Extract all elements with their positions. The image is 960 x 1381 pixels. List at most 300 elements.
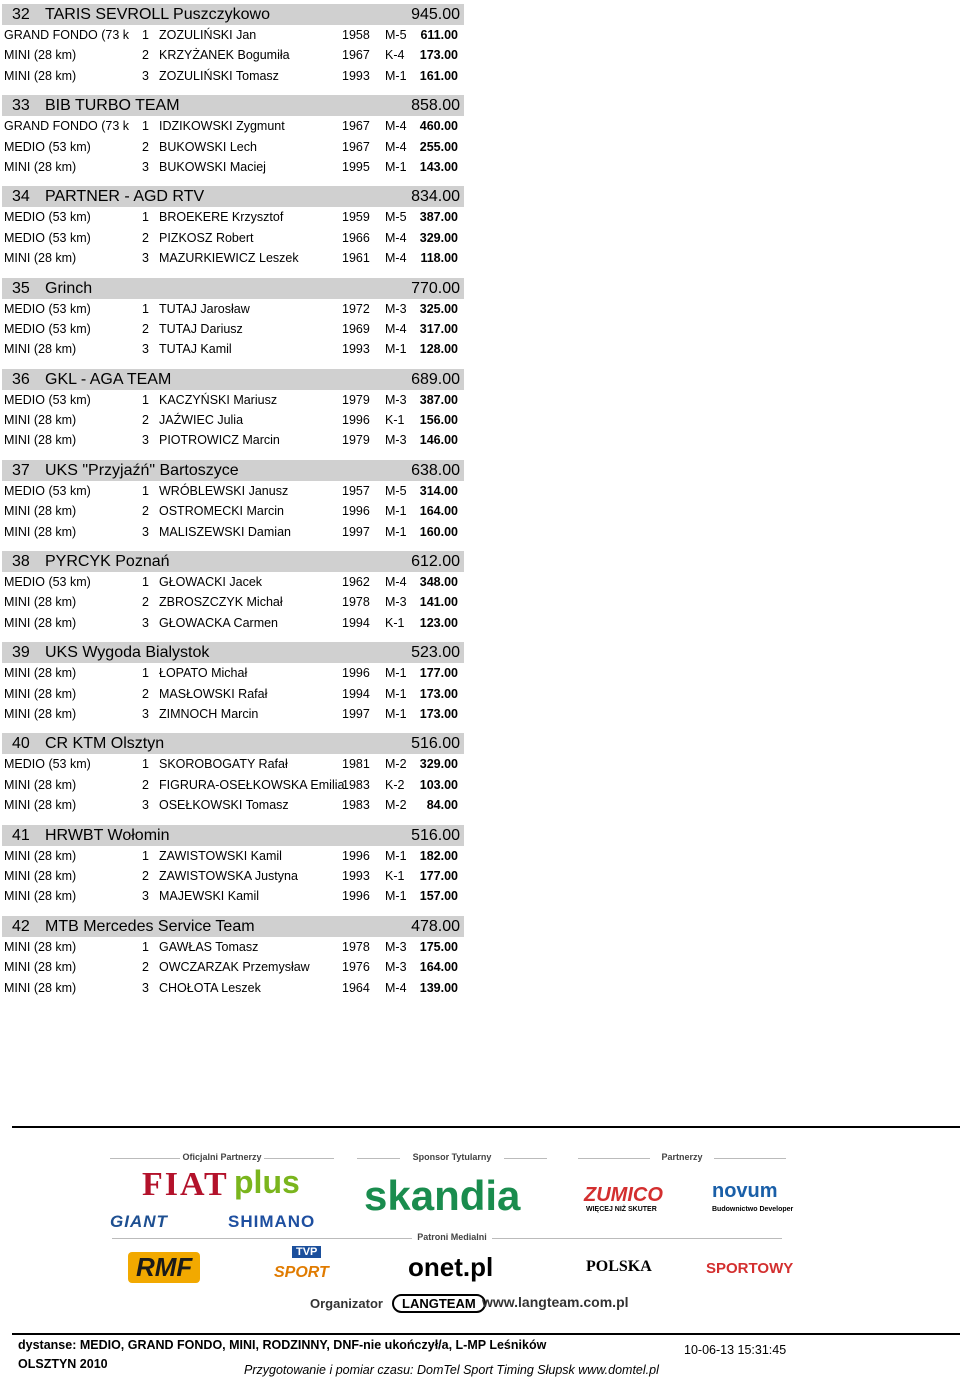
member-row [2, 957, 464, 977]
giant-logo: GIANT [110, 1212, 168, 1231]
member-position: 3 [142, 706, 149, 721]
member-points: 175.00 [419, 939, 458, 954]
member-position: 3 [142, 68, 149, 83]
member-row [2, 978, 464, 998]
team-header [2, 186, 464, 207]
member-points: 146.00 [419, 433, 458, 448]
team-block [2, 460, 464, 542]
member-points: 611.00 [420, 28, 458, 42]
member-name: ZAWISTOWSKI Kamil [159, 848, 282, 863]
member-distance: MEDIO (53 km) [4, 757, 91, 772]
member-points: 317.00 [419, 321, 458, 336]
plus-logo: plus [234, 1164, 300, 1200]
member-birth-year: 1964 [342, 980, 370, 995]
divider [504, 1158, 547, 1159]
member-points: 460.00 [419, 119, 458, 134]
member-points: 387.00 [419, 392, 458, 407]
member-distance: MINI (28 km) [4, 48, 77, 63]
member-row [2, 937, 464, 957]
member-distance: MINI (28 km) [4, 686, 77, 701]
member-distance: MINI (28 km) [4, 68, 77, 83]
member-distance: MINI (28 km) [4, 615, 77, 630]
member-birth-year: 1978 [342, 595, 370, 610]
member-category: M-5 [385, 28, 407, 42]
member-row [2, 866, 464, 886]
member-position: 3 [142, 798, 149, 813]
team-header [2, 551, 464, 572]
member-birth-year: 1997 [342, 706, 370, 721]
member-row [2, 704, 464, 724]
member-distance: MINI (28 km) [4, 777, 77, 792]
member-row [2, 25, 464, 45]
member-distance: MEDIO (53 km) [4, 483, 91, 498]
team-header [2, 916, 464, 937]
member-birth-year: 1981 [342, 757, 370, 772]
langteam-url: www.langteam.com.pl [482, 1294, 629, 1310]
member-distance: MINI (28 km) [4, 342, 77, 357]
team-block [2, 551, 464, 633]
member-position: 2 [142, 139, 149, 154]
team-points: 689.00 [411, 370, 460, 388]
member-points: 182.00 [419, 848, 458, 863]
fiat-logo: FIAT [142, 1166, 229, 1203]
member-category: K-4 [385, 48, 405, 63]
member-distance: MINI (28 km) [4, 868, 77, 883]
event-name: OLSZTYN 2010 [18, 1357, 108, 1371]
member-name: GŁOWACKI Jacek [159, 575, 263, 590]
team-name: PARTNER - AGD RTV [45, 188, 205, 206]
member-position: 3 [142, 342, 149, 357]
member-row [2, 754, 464, 774]
member-name: TUTAJ Dariusz [159, 321, 243, 336]
team-name: Grinch [45, 279, 93, 297]
member-name: KACZYŃSKI Mariusz [159, 392, 278, 407]
member-name: PIZKOSZ Robert [159, 230, 254, 245]
member-name: WRÓBLEWSKI Janusz [159, 483, 289, 498]
onet-logo: onet.pl [408, 1252, 494, 1282]
member-birth-year: 1969 [342, 321, 370, 336]
tvp-sport-logo: SPORT [274, 1264, 329, 1281]
member-category: M-4 [385, 980, 407, 995]
team-block [2, 733, 464, 815]
team-header [2, 369, 464, 390]
member-distance: MEDIO (53 km) [4, 230, 91, 245]
member-points: 160.00 [419, 524, 458, 539]
member-category: M-4 [385, 119, 407, 134]
member-distance: MEDIO (53 km) [4, 139, 91, 154]
team-rank: 33 [12, 97, 30, 115]
member-position: 2 [142, 686, 149, 701]
member-distance: MEDIO (53 km) [4, 210, 91, 225]
team-rank: 36 [12, 370, 30, 388]
member-points: 128.00 [419, 342, 458, 357]
member-row [2, 207, 464, 227]
member-name: PIOTROWICZ Marcin [159, 433, 280, 448]
member-category: M-2 [385, 757, 407, 772]
distance-legend: dystanse: MEDIO, GRAND FONDO, MINI, RODZINNY, DNF-nie ukończył/a, L-MP Leśników [18, 1338, 547, 1352]
member-name: TUTAJ Jarosław [159, 301, 250, 316]
member-row [2, 795, 464, 815]
member-position: 2 [142, 48, 149, 63]
member-points: 329.00 [419, 757, 458, 772]
partners-label: Partnerzy [661, 1152, 703, 1162]
member-name: GŁOWACKA Carmen [159, 615, 279, 630]
member-distance: MINI (28 km) [4, 251, 77, 266]
divider [264, 1158, 334, 1159]
team-name: TARIS SEVROLL Puszczykowo [45, 6, 270, 23]
member-category: M-3 [385, 939, 407, 954]
team-rank: 34 [12, 188, 30, 206]
member-category: M-3 [385, 595, 407, 610]
member-category: M-4 [385, 230, 407, 245]
member-birth-year: 1961 [342, 251, 370, 266]
team-points: 945.00 [411, 6, 460, 23]
team-name: UKS Wygoda Bialystok [45, 644, 210, 662]
member-birth-year: 1994 [342, 615, 370, 630]
member-distance: MINI (28 km) [4, 980, 77, 995]
member-points: 173.00 [419, 48, 458, 63]
member-row [2, 430, 464, 450]
member-name: ZIMNOCH Marcin [159, 706, 259, 721]
member-position: 1 [142, 28, 149, 42]
skandia-logo: skandia [364, 1172, 521, 1219]
member-row [2, 410, 464, 430]
member-birth-year: 1979 [342, 392, 370, 407]
member-distance: MINI (28 km) [4, 524, 77, 539]
member-category: M-3 [385, 301, 407, 316]
team-block [2, 916, 464, 998]
member-position: 1 [142, 392, 149, 407]
member-distance: GRAND FONDO (73 k [4, 28, 130, 42]
member-name: MAZURKIEWICZ Leszek [159, 251, 299, 266]
team-block [2, 4, 464, 86]
member-birth-year: 1983 [342, 798, 370, 813]
team-rank: 41 [12, 826, 30, 844]
member-name: ŁOPATO Michał [159, 666, 248, 681]
member-position: 3 [142, 615, 149, 630]
member-position: 1 [142, 666, 149, 681]
member-position: 3 [142, 889, 149, 904]
member-points: 139.00 [419, 980, 458, 995]
member-birth-year: 1962 [342, 575, 370, 590]
team-rank: 42 [12, 917, 30, 935]
member-category: M-5 [385, 210, 407, 225]
member-distance: MINI (28 km) [4, 413, 77, 428]
member-row [2, 684, 464, 704]
member-name: ZOZULIŃSKI Jan [159, 28, 257, 42]
member-birth-year: 1993 [342, 868, 370, 883]
member-birth-year: 1979 [342, 433, 370, 448]
team-name: PYRCYK Poznań [45, 553, 170, 571]
member-category: K-2 [385, 777, 405, 792]
member-name: TUTAJ Kamil [159, 342, 232, 357]
member-position: 1 [142, 119, 149, 134]
team-block [2, 186, 464, 268]
rmf-logo: RMF [128, 1252, 200, 1283]
team-block [2, 95, 464, 177]
przeglad-sportowy-logo: SPORTOWY [706, 1260, 794, 1277]
divider [12, 1126, 960, 1128]
team-header [2, 95, 464, 116]
member-name: CHOŁOTA Leszek [159, 980, 261, 995]
member-name: IDZIKOWSKI Zygmunt [159, 119, 285, 134]
member-position: 2 [142, 230, 149, 245]
member-category: M-3 [385, 392, 407, 407]
member-category: M-1 [385, 504, 407, 519]
member-points: 156.00 [419, 413, 458, 428]
team-points: 478.00 [411, 917, 460, 935]
member-name: KRZYŻANEK Bogumiła [159, 48, 290, 63]
member-name: ZOZULIŃSKI Tomasz [159, 68, 279, 83]
member-birth-year: 1966 [342, 230, 370, 245]
member-distance: MINI (28 km) [4, 433, 77, 448]
member-points: 387.00 [419, 210, 458, 225]
team-header [2, 4, 464, 25]
member-position: 3 [142, 433, 149, 448]
team-points: 770.00 [411, 279, 460, 297]
member-points: 325.00 [419, 301, 458, 316]
langteam-logo: LANGTEAM [392, 1294, 486, 1313]
member-row [2, 481, 464, 501]
member-position: 1 [142, 483, 149, 498]
member-birth-year: 1957 [342, 483, 370, 498]
official-partners-label: Oficjalni Partnerzy [182, 1152, 262, 1162]
team-rank: 32 [12, 6, 30, 23]
member-birth-year: 1967 [342, 48, 370, 63]
member-name: OSTROMECKI Marcin [159, 504, 285, 519]
member-points: 173.00 [419, 686, 458, 701]
member-birth-year: 1959 [342, 210, 370, 225]
team-points: 638.00 [411, 461, 460, 479]
member-category: M-4 [385, 575, 407, 590]
title-sponsor-label: Sponsor Tytularny [412, 1152, 492, 1162]
divider [578, 1158, 650, 1159]
team-rank: 39 [12, 644, 30, 662]
member-name: ZAWISTOWSKA Justyna [159, 868, 298, 883]
member-points: 84.00 [426, 798, 458, 813]
member-birth-year: 1996 [342, 889, 370, 904]
member-category: M-1 [385, 706, 407, 721]
member-points: 348.00 [419, 575, 458, 590]
member-position: 1 [142, 757, 149, 772]
member-birth-year: 1958 [342, 28, 370, 42]
member-category: M-1 [385, 848, 407, 863]
member-category: K-1 [385, 868, 405, 883]
team-header [2, 642, 464, 663]
member-row [2, 592, 464, 612]
member-row [2, 663, 464, 683]
team-points: 612.00 [411, 553, 460, 571]
member-position: 3 [142, 251, 149, 266]
member-row [2, 66, 464, 86]
team-points: 523.00 [411, 644, 460, 662]
team-block [2, 642, 464, 724]
timing-credit: Przygotowanie i pomiar czasu: DomTel Sport Timing Słupsk www.domtel.pl [244, 1363, 659, 1377]
member-points: 157.00 [419, 889, 458, 904]
member-distance: MINI (28 km) [4, 504, 77, 519]
team-results-list [2, 4, 464, 1007]
member-distance: MEDIO (53 km) [4, 321, 91, 336]
member-category: M-1 [385, 342, 407, 357]
member-position: 1 [142, 301, 149, 316]
member-row [2, 572, 464, 592]
member-distance: MEDIO (53 km) [4, 392, 91, 407]
member-position: 3 [142, 524, 149, 539]
member-points: 255.00 [419, 139, 458, 154]
member-category: M-3 [385, 433, 407, 448]
member-points: 118.00 [420, 251, 458, 266]
divider [110, 1158, 180, 1159]
member-name: MALISZEWSKI Damian [159, 524, 291, 539]
member-birth-year: 1967 [342, 139, 370, 154]
team-rank: 40 [12, 735, 30, 753]
member-birth-year: 1983 [342, 777, 370, 792]
member-name: JAŹWIEC Julia [159, 413, 244, 428]
divider [714, 1158, 786, 1159]
member-name: OSEŁKOWSKI Tomasz [159, 798, 289, 813]
member-name: OWCZARZAK Przemysław [159, 960, 310, 975]
member-points: 329.00 [419, 230, 458, 245]
print-timestamp: 10-06-13 15:31:45 [684, 1343, 787, 1357]
member-birth-year: 1976 [342, 960, 370, 975]
member-row [2, 501, 464, 521]
member-category: M-1 [385, 159, 407, 174]
member-row [2, 157, 464, 177]
tvp-logo: TVP [292, 1246, 321, 1258]
member-points: 143.00 [419, 159, 458, 174]
shimano-logo: SHIMANO [228, 1212, 316, 1231]
divider [492, 1238, 782, 1239]
member-distance: MINI (28 km) [4, 706, 77, 721]
team-name: CR KTM Olsztyn [45, 735, 165, 753]
member-name: BUKOWSKI Lech [159, 139, 257, 154]
member-position: 2 [142, 868, 149, 883]
team-block [2, 369, 464, 451]
team-name: UKS "Przyjaźń" Bartoszyce [45, 461, 239, 479]
member-category: M-1 [385, 686, 407, 701]
member-position: 2 [142, 777, 149, 792]
member-birth-year: 1995 [342, 159, 370, 174]
member-row [2, 846, 464, 866]
team-name: MTB Mercedes Service Team [45, 917, 255, 935]
member-position: 2 [142, 960, 149, 975]
member-birth-year: 1993 [342, 342, 370, 357]
member-category: M-1 [385, 666, 407, 681]
member-points: 173.00 [419, 706, 458, 721]
polska-logo: POLSKA [586, 1258, 652, 1275]
member-category: K-1 [385, 413, 405, 428]
member-name: MAJEWSKI Kamil [159, 889, 260, 904]
member-position: 1 [142, 848, 149, 863]
team-rank: 35 [12, 279, 30, 297]
member-category: K-1 [385, 615, 405, 630]
member-name: GAWŁAS Tomasz [159, 939, 259, 954]
member-distance: MINI (28 km) [4, 595, 77, 610]
divider [357, 1158, 400, 1159]
team-rank: 37 [12, 461, 30, 479]
member-category: M-3 [385, 960, 407, 975]
member-position: 2 [142, 321, 149, 336]
member-category: M-2 [385, 798, 407, 813]
member-row [2, 522, 464, 542]
team-points: 516.00 [411, 735, 460, 753]
member-distance: GRAND FONDO (73 k [4, 119, 130, 134]
member-distance: MINI (28 km) [4, 798, 77, 813]
member-points: 161.00 [419, 68, 458, 83]
member-row [2, 299, 464, 319]
member-row [2, 613, 464, 633]
member-name: ZBROSZCZYK Michał [159, 595, 283, 610]
zumico-logo: ZUMICO [584, 1184, 663, 1206]
member-row [2, 775, 464, 795]
member-category: M-4 [385, 251, 407, 266]
member-category: M-5 [385, 483, 407, 498]
divider [112, 1238, 412, 1239]
footer-divider [12, 1333, 960, 1335]
team-name: GKL - AGA TEAM [45, 370, 172, 388]
team-name: BIB TURBO TEAM [45, 97, 180, 115]
member-row [2, 45, 464, 65]
member-name: BUKOWSKI Maciej [159, 159, 266, 174]
member-distance: MINI (28 km) [4, 960, 77, 975]
member-position: 3 [142, 980, 149, 995]
member-birth-year: 1996 [342, 848, 370, 863]
member-row [2, 339, 464, 359]
novum-tagline: Budownictwo Developer [712, 1206, 794, 1213]
team-points: 858.00 [411, 97, 460, 115]
member-birth-year: 1994 [342, 686, 370, 701]
novum-logo: novum [712, 1180, 778, 1202]
member-distance: MEDIO (53 km) [4, 575, 91, 590]
member-birth-year: 1972 [342, 301, 370, 316]
member-points: 177.00 [419, 868, 458, 883]
member-distance: MINI (28 km) [4, 889, 77, 904]
member-distance: MEDIO (53 km) [4, 301, 91, 316]
member-points: 314.00 [419, 483, 458, 498]
member-row [2, 137, 464, 157]
member-birth-year: 1967 [342, 119, 370, 134]
member-row [2, 116, 464, 136]
member-row [2, 228, 464, 248]
member-position: 2 [142, 504, 149, 519]
member-name: BROEKERE Krzysztof [159, 210, 284, 225]
member-birth-year: 1996 [342, 504, 370, 519]
member-points: 141.00 [419, 595, 458, 610]
member-position: 1 [142, 210, 149, 225]
team-header [2, 460, 464, 481]
team-header [2, 733, 464, 754]
member-name: SKOROBOGATY Rafał [159, 757, 288, 772]
member-row [2, 319, 464, 339]
team-points: 516.00 [411, 826, 460, 844]
member-birth-year: 1997 [342, 524, 370, 539]
member-distance: MINI (28 km) [4, 159, 77, 174]
organizer-label: Organizator [310, 1296, 383, 1311]
member-row [2, 248, 464, 268]
member-category: M-1 [385, 524, 407, 539]
member-points: 164.00 [419, 960, 458, 975]
member-category: M-1 [385, 68, 407, 83]
member-position: 1 [142, 575, 149, 590]
media-patrons-label: Patroni Medialni [417, 1232, 487, 1242]
member-category: M-4 [385, 321, 407, 336]
team-points: 834.00 [411, 188, 460, 206]
member-points: 123.00 [419, 615, 458, 630]
member-distance: MINI (28 km) [4, 939, 77, 954]
member-position: 3 [142, 159, 149, 174]
member-name: FIGRURA-OSEŁKOWSKA Emilia [159, 777, 345, 792]
member-points: 164.00 [419, 504, 458, 519]
